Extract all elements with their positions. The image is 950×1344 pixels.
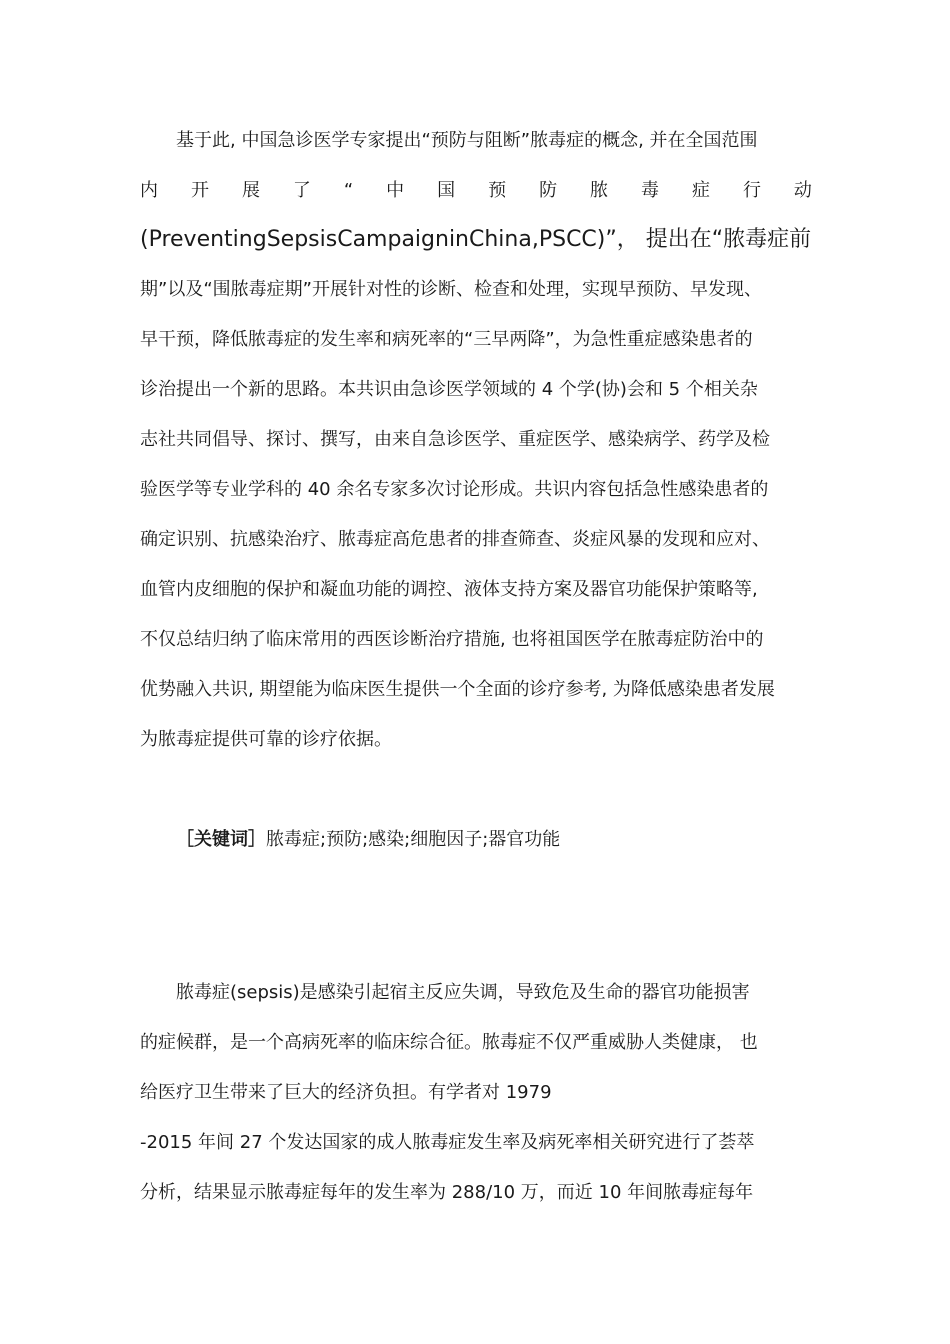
abstract-line-11: 不仅总结归纳了临床常用的西医诊断治疗措施, 也将祖国医学在脓毒症防治中的 <box>140 629 764 650</box>
abstract-char: 展 <box>241 180 260 201</box>
abstract-line-7: 志社共同倡导、探讨、撰写，由来自急诊医学、重症医学、感染病学、药学及检 <box>140 429 770 450</box>
abstract-char: 毒 <box>641 180 660 201</box>
keywords-line <box>176 826 560 854</box>
abstract-char: 症 <box>691 180 710 201</box>
keywords-text: 脓毒症;预防;感染;细胞因子;器官功能 <box>266 829 561 850</box>
abstract-line-13: 为脓毒症提供可靠的诊疗依据。 <box>140 729 392 750</box>
body-line-2: 的症候群，是一个高病死率的临床综合征。脓毒症不仅严重威胁人类健康， 也 <box>140 1032 758 1053</box>
abstract-char: 脓 <box>590 180 609 201</box>
abstract-line-6: 诊治提出一个新的思路。本共识由急诊医学领域的 4 个学(协)会和 5 个相关杂 <box>140 379 758 400</box>
abstract-char: 了 <box>292 180 311 201</box>
abstract-char: 防 <box>539 180 558 201</box>
abstract-char: 开 <box>190 180 209 201</box>
abstract-line-1: 基于此, 中国急诊医学专家提出“预防与阻断”脓毒症的概念, 并在全国范围 <box>176 130 758 151</box>
abstract-line-12: 优势融入共识, 期望能为临床医生提供一个全面的诊疗参考, 为降低感染患者发展 <box>140 679 775 700</box>
abstract-line-2 <box>140 177 812 205</box>
abstract-char: “ <box>343 180 354 201</box>
abstract-char: 动 <box>793 180 812 201</box>
abstract-char: 内 <box>140 180 158 201</box>
body-line-1: 脓毒症(sepsis)是感染引起宿主反应失调，导致危及生命的器官功能损害 <box>176 982 750 1003</box>
abstract-line-4: 期”以及“围脓毒症期”开展针对性的诊断、检查和处理，实现早预防、早发现、 <box>140 279 762 300</box>
abstract-char: 行 <box>742 180 761 201</box>
abstract-line-9: 确定识别、抗感染治疗、脓毒症高危患者的排查筛查、炎症风暴的发现和应对、 <box>140 529 770 550</box>
abstract-line-8: 验医学等专业学科的 40 余名专家多次讨论形成。共识内容包括急性感染患者的 <box>140 479 769 500</box>
keywords-label: ［关键词］ <box>176 829 266 850</box>
abstract-line-5: 早干预，降低脓毒症的发生率和病死率的“三早两降”，为急性重症感染患者的 <box>140 329 753 350</box>
abstract-char: 预 <box>488 180 507 201</box>
abstract-char: 国 <box>437 180 456 201</box>
abstract-line-10: 血管内皮细胞的保护和凝血功能的调控、液体支持方案及器官功能保护策略等, <box>140 579 758 600</box>
abstract-char: 中 <box>386 180 405 201</box>
body-line-4: -2015 年间 27 个发达国家的成人脓毒症发生率及病死率相关研究进行了荟萃 <box>140 1132 755 1153</box>
abstract-line-3: (PreventingSepsisCampaigninChina,PSCC)”， 提出在“脓毒症前 <box>140 227 812 252</box>
body-line-3: 给医疗卫生带来了巨大的经济负担。有学者对 1979 <box>140 1082 552 1103</box>
body-line-5: 分析，结果显示脓毒症每年的发生率为 288/10 万，而近 10 年间脓毒症每年 <box>140 1182 754 1203</box>
